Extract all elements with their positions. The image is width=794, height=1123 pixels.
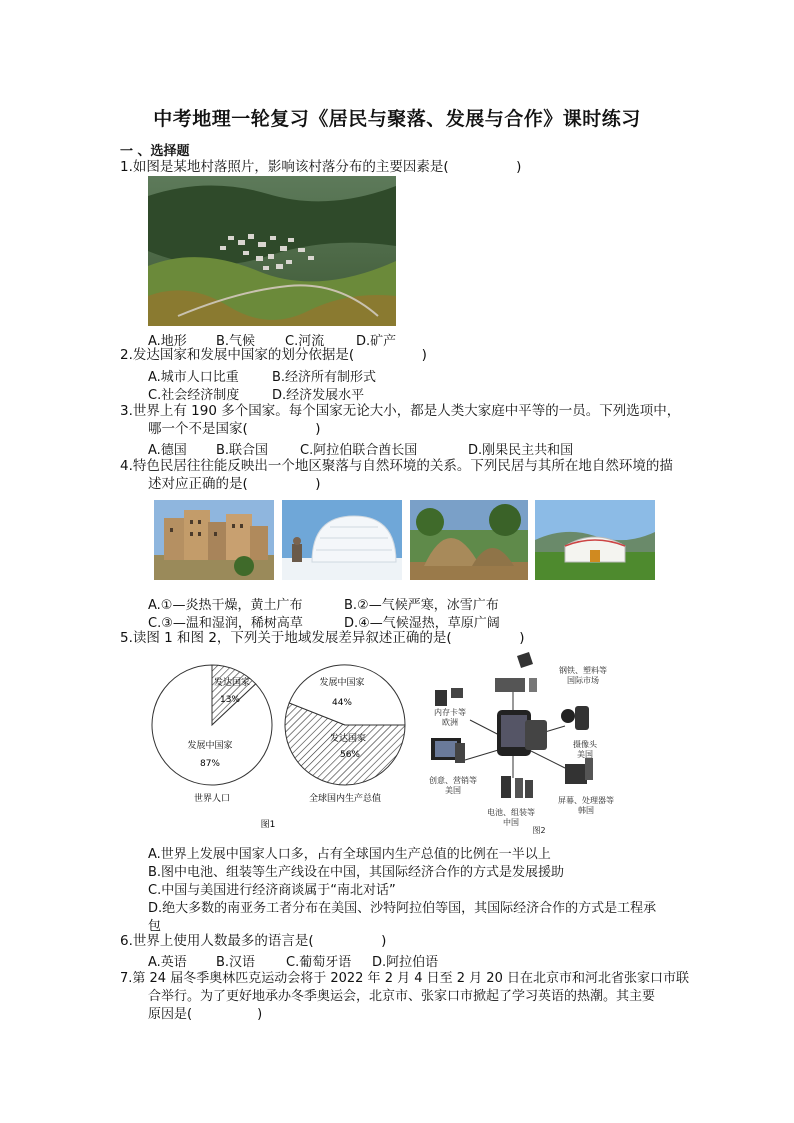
q1-option-c[interactable]: C.河流 — [285, 334, 325, 349]
pie2-value-developed: 56% — [339, 750, 361, 760]
pie2-label-developing: 发展中国家 — [319, 678, 365, 688]
q4-option-d[interactable]: D.④—气候湿热，草原广阔 — [344, 616, 500, 631]
question-7-stem-cont2: 原因是( ) — [148, 1007, 263, 1022]
pie2-label-developed: 发达国家 — [329, 734, 367, 744]
question-3-stem: 3.世界上有 190 多个国家。每个国家无论大小，都是人类大家庭中平等的一员。下列选项中， — [120, 403, 681, 419]
question-3-stem-cont: 哪一个不是国家( ) — [148, 421, 321, 437]
question-1-stem: 1.如图是某地村落照片，影响该村落分布的主要因素是( ) — [120, 159, 522, 175]
fig2-memory-label: 内存卡等 欧洲 — [434, 708, 466, 727]
q2-option-d[interactable]: D.经济发展水平 — [272, 388, 365, 403]
q5-option-c[interactable]: C.中国与美国进行经济商谈属于“南北对话” — [148, 883, 396, 898]
q6-option-a[interactable]: A.英语 — [148, 955, 187, 970]
figure-1-pies — [150, 655, 420, 830]
village-photo — [148, 176, 396, 326]
q4-option-c[interactable]: C.③—温和湿润，稀树高草 — [148, 616, 303, 631]
q2-option-b[interactable]: B.经济所有制形式 — [272, 370, 377, 385]
fig2-creative-label: 创意、营销等 美国 — [429, 776, 477, 795]
q1-option-d[interactable]: D.矿产 — [356, 334, 397, 349]
pie1-label-developed: 发达国家 — [213, 678, 251, 688]
dwelling-photo-4 — [535, 500, 655, 580]
q4-option-b[interactable]: B.②—气候严寒，冰雪广布 — [344, 598, 499, 613]
figure-2-diagram — [425, 648, 625, 836]
pie1-title: 世界人口 — [193, 794, 231, 804]
question-5-stem: 5.读图 1 和图 2，下列关于地域发展差异叙述正确的是( ) — [120, 630, 525, 646]
q5-option-b[interactable]: B.图中电池、组装等生产线设在中国，其国际经济合作的方式是发展援助 — [148, 865, 565, 880]
fig2-screen-label: 屏幕、处理器等 韩国 — [558, 796, 614, 815]
page-title: 中考地理一轮复习《居民与聚落、发展与合作》课时练习 — [153, 108, 641, 130]
pie1-value-developing: 87% — [199, 759, 221, 769]
q5-option-a[interactable]: A.世界上发展中国家人口多，占有全球国内生产总值的比例在一半以上 — [148, 847, 551, 862]
dwelling-photo-3 — [410, 500, 528, 580]
pie1-value-developed: 13% — [219, 695, 241, 705]
q6-option-b[interactable]: B.汉语 — [216, 955, 256, 970]
question-4-stem-cont: 述对应正确的是( ) — [148, 476, 321, 492]
figure-1-label: 图1 — [260, 820, 276, 830]
q1-option-b[interactable]: B.气候 — [216, 334, 256, 349]
fig2-steel-label: 钢铁、塑料等 国际市场 — [559, 666, 607, 685]
question-7-stem-cont: 合举行。为了更好地承办冬季奥运会，北京市、张家口市掀起了学习英语的热潮。其主要 — [148, 989, 656, 1004]
q3-option-c[interactable]: C.阿拉伯联合酋长国 — [300, 443, 418, 458]
question-6-stem: 6.世界上使用人数最多的语言是( ) — [120, 933, 387, 949]
question-2-stem: 2.发达国家和发展中国家的划分依据是( ) — [120, 347, 427, 363]
question-4-stem: 4.特色民居往往能反映出一个地区聚落与自然环境的关系。下列民居与其所在地自然环境的描 — [120, 458, 673, 474]
q5-option-d[interactable]: D.绝大多数的南亚务工者分布在美国、沙特阿拉伯等国，其国际经济合作的方式是工程承 — [148, 901, 657, 916]
fig2-camera-label: 摄像头 美国 — [573, 740, 597, 759]
q6-option-d[interactable]: D.阿拉伯语 — [372, 955, 439, 970]
q1-option-a[interactable]: A.地形 — [148, 334, 187, 349]
q3-option-a[interactable]: A.德国 — [148, 443, 187, 458]
q6-option-c[interactable]: C.葡萄牙语 — [286, 955, 352, 970]
dwelling-photo-1 — [154, 500, 274, 580]
pie2-title: 全球国内生产总值 — [308, 794, 382, 804]
question-7-stem: 7.第 24 届冬季奥林匹克运动会将于 2022 年 2 月 4 日至 2 月 20 日在北京市和河北省张家口市联 — [120, 971, 689, 986]
pie1-label-developing: 发展中国家 — [187, 741, 233, 751]
dwelling-photo-2 — [282, 500, 402, 580]
pie2-value-developing: 44% — [331, 698, 353, 708]
q4-option-a[interactable]: A.①—炎热干燥，黄土广布 — [148, 598, 303, 613]
q5-option-d-cont: 包 — [148, 919, 162, 934]
q3-option-d[interactable]: D.刚果民主共和国 — [468, 443, 574, 458]
fig2-battery-label: 电池、组装等 中国 — [487, 808, 535, 827]
q2-option-c[interactable]: C.社会经济制度 — [148, 388, 240, 403]
section-heading: 一 、选择题 — [120, 144, 190, 159]
q2-option-a[interactable]: A.城市人口比重 — [148, 370, 239, 385]
figure-2-label: 图2 — [532, 826, 546, 835]
q3-option-b[interactable]: B.联合国 — [216, 443, 269, 458]
